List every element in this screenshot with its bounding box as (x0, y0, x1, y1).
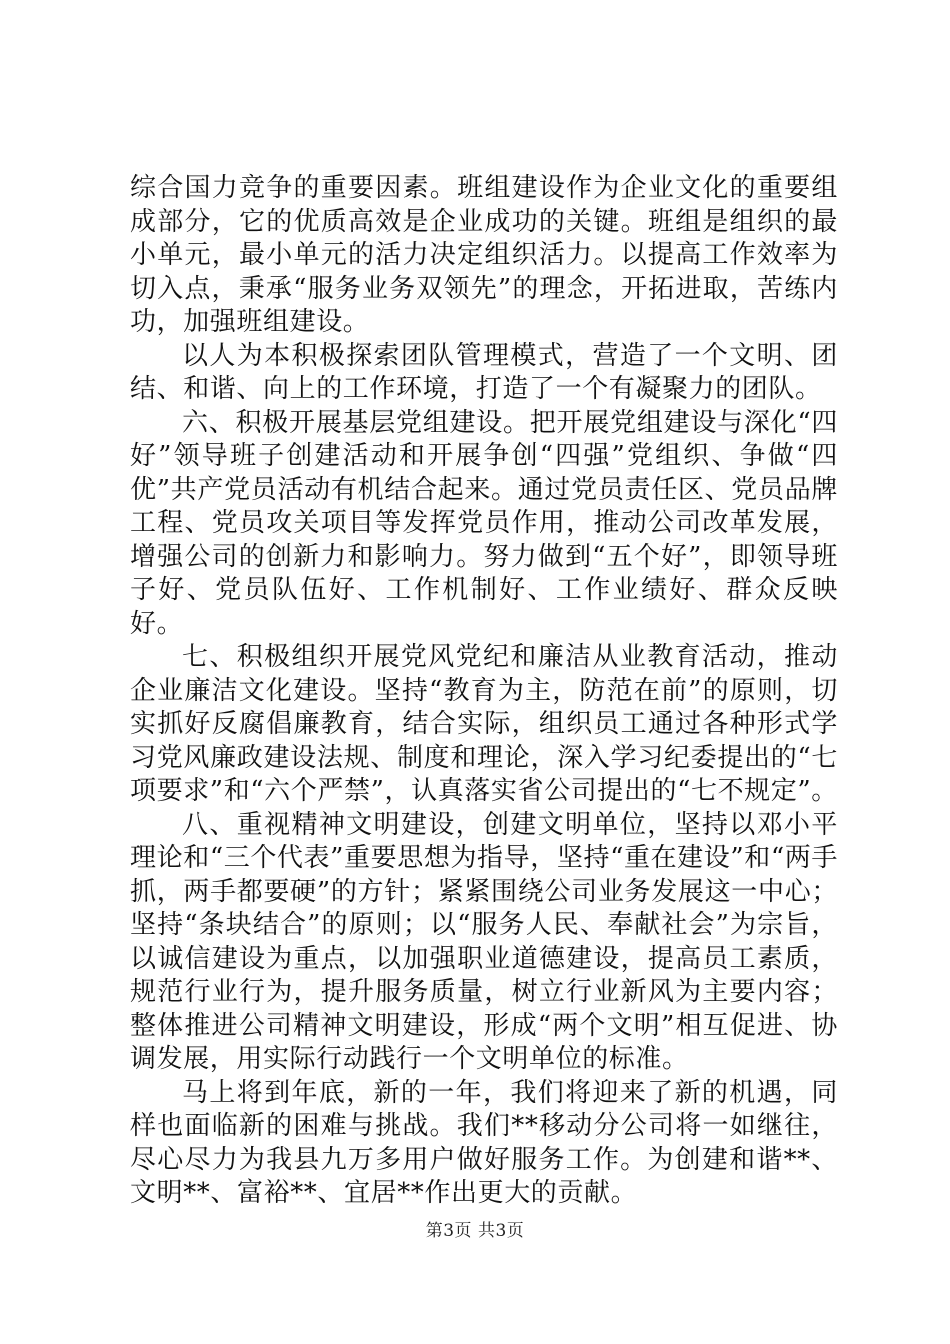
document-body (130, 172, 838, 1211)
page-number-footer: 第3页 共3页 (425, 1221, 525, 1241)
paragraph-continuation: 综合国力竞争的重要因素。班组建设作为企业文化的重要组成部分，它的优质高效是企业成功的关键。班组是组织的最小单元，最小单元的活力决定组织活力。以提高工作效率为切入点，秉承“服务业务双领先”的理念，开拓进取，苦练内功，加强班组建设。 (130, 173, 838, 337)
paragraph-closing: 马上将到年底，新的一年，我们将迎来了新的机遇，同样也面临新的困难与挑战。我们**移动分公司将一如继往，尽心尽力为我县九万多用户做好服务工作。为创建和谐**、文明**、富裕**、宜居**作出更大的贡献。 (130, 1077, 838, 1208)
paragraph-section-seven: 七、积极组织开展党风党纪和廉洁从业教育活动，推动企业廉洁文化建设。坚持“教育为主，防范在前”的原则，切实抓好反腐倡廉教育，结合实际，组织员工通过各种形式学习党风廉政建设法规、制度和理论，深入学习纪委提出的“七项要求”和“六个严禁”，认真落实省公司提出的“七不规定”。 (130, 642, 838, 806)
paragraph-team-management: 以人为本积极探索团队管理模式，营造了一个文明、团结、和谐、向上的工作环境，打造了一个有凝聚力的团队。 (130, 340, 838, 404)
paragraph-section-eight: 八、重视精神文明建设，创建文明单位，坚持以邓小平理论和“三个代表”重要思想为指导，坚持“重在建设”和“两手抓，两手都要硬”的方针；紧紧围绕公司业务发展这一中心；坚持“条块结合”的原则；以“服务人民、奉献社会”为宗旨，以诚信建设为重点，以加强职业道德建设，提高员工素质，规范行业行为，提升服务质量，树立行业新风为主要内容；整体推进公司精神文明建设，形成“两个文明”相互促进、协调发展，用实际行动践行一个文明单位的标准。 (130, 809, 838, 1074)
paragraph-section-six: 六、积极开展基层党组建设。把开展党组建设与深化“四好”领导班子创建活动和开展争创“四强”党组织、争做“四优”共产党员活动有机结合起来。通过党员责任区、党员品牌工程、党员攻关项目等发挥党员作用，推动公司改革发展，增强公司的创新力和影响力。努力做到“五个好”，即领导班子好、党员队伍好、工作机制好、工作业绩好、群众反映好。 (130, 407, 838, 639)
